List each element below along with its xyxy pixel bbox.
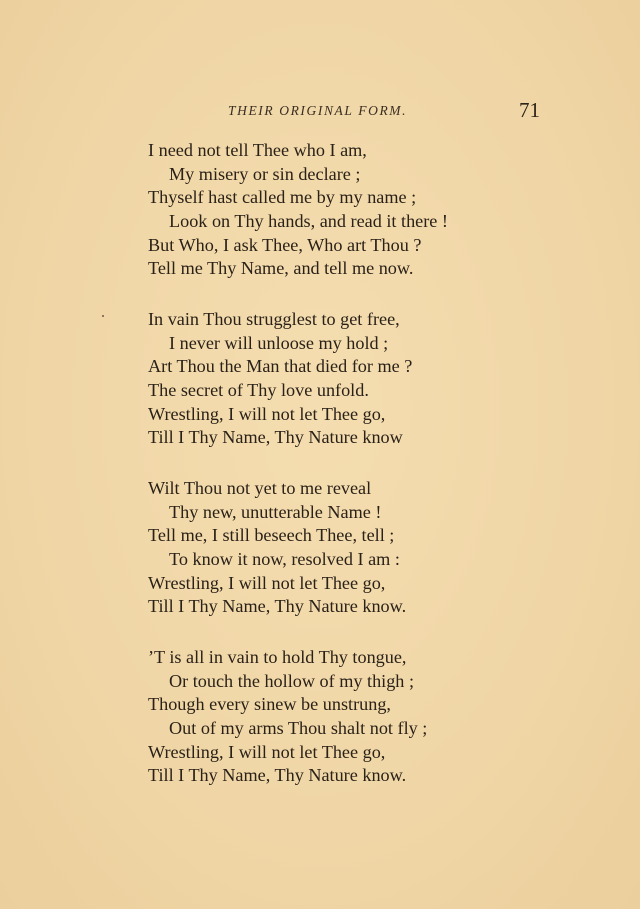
stanza-3 <box>148 477 508 619</box>
poem-line: Wilt Thou not yet to me reveal <box>148 478 372 498</box>
stanza-1 <box>148 139 508 281</box>
poem-line: Art Thou the Man that died for me ? <box>148 356 413 377</box>
poem-line: Till I Thy Name, Thy Nature know. <box>148 596 407 617</box>
poem-line: Thy new, unutterable Name ! <box>169 501 382 522</box>
poem-line: Wrestling, I will not let Thee go, <box>148 572 386 593</box>
poem-line: I need not tell Thee who I am, <box>148 140 367 160</box>
poem-line: Wrestling, I will not let Thee go, <box>148 403 386 424</box>
stanza-4 <box>148 646 508 788</box>
poem-line: Tell me, I still beseech Thee, tell ; <box>148 525 395 546</box>
poem-line: Look on Thy hands, and read it there ! <box>169 211 448 232</box>
running-title: THEIR ORIGINAL FORM. <box>228 103 408 118</box>
poem-line: To know it now, resolved I am : <box>169 549 400 570</box>
poem-line: Or touch the hollow of my thigh ; <box>169 670 414 691</box>
poem-line: Till I Thy Name, Thy Nature know <box>148 427 403 448</box>
running-head <box>0 98 640 122</box>
poem-line: The secret of Thy love unfold. <box>148 380 369 401</box>
poem-line: Tell me Thy Name, and tell me now. <box>148 258 414 279</box>
poem-line: Though every sinew be unstrung, <box>148 694 391 715</box>
page-number: 71 <box>519 98 540 122</box>
poem-line: In vain Thou strugglest to get free, <box>148 309 400 329</box>
poem-line: My misery or sin declare ; <box>169 163 361 184</box>
poem-line: But Who, I ask Thee, Who art Thou ? <box>148 234 422 255</box>
poem-line: Wrestling, I will not let Thee go, <box>148 741 386 762</box>
paper-speck <box>102 315 104 317</box>
poem-line: Thyself hast called me by my name ; <box>148 187 417 208</box>
poem-line: ’T is all in vain to hold Thy tongue, <box>148 647 407 667</box>
poem-line: Till I Thy Name, Thy Nature know. <box>148 765 407 786</box>
stanza-2 <box>148 308 508 450</box>
poem-line: Out of my arms Thou shalt not fly ; <box>169 718 428 739</box>
poem-line: I never will unloose my hold ; <box>169 332 389 353</box>
